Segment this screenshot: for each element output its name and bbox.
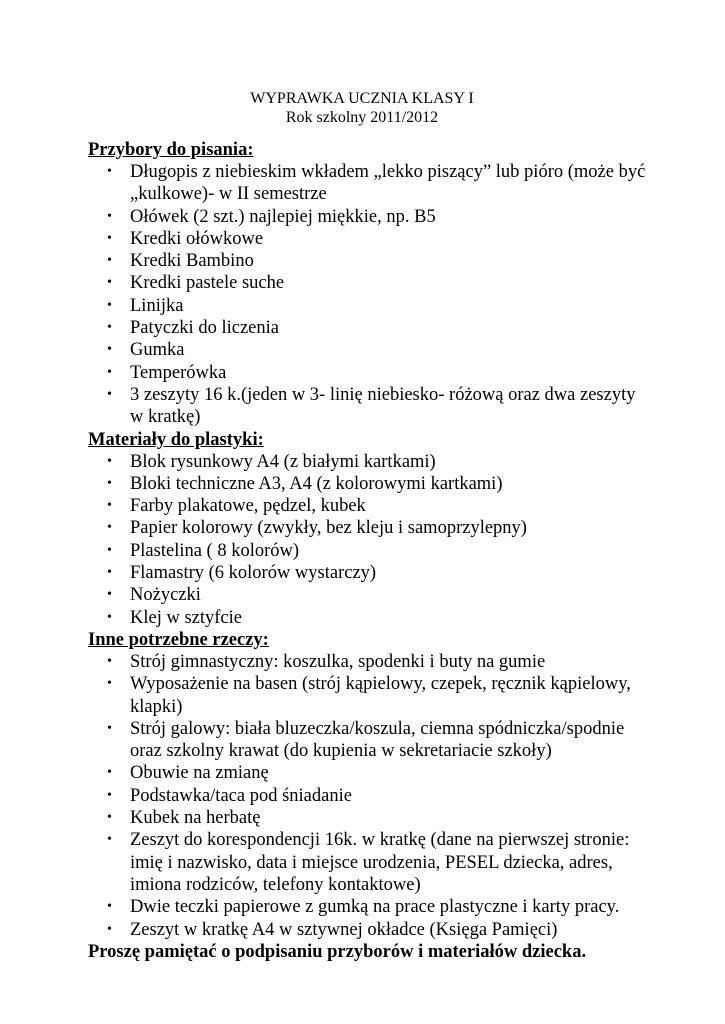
list-item-text: Wyposażenie na basen (strój kąpielowy, czepek, ręcznik kąpielowy, klapki) [130,674,631,717]
list-item [88,206,650,228]
bullet-icon: • [107,921,112,937]
list-item-text: Dwie teczki papierowe z gumką na prace plastyczne i karty pracy. [130,897,620,918]
list-item-text: Bloki techniczne A3, A4 (z kolorowymi kartkami) [130,473,503,494]
list-item-text: Kubek na herbatę [130,808,261,829]
list-item-text: Nożyczki [130,585,201,606]
list-item-text: Kredki ołówkowe [130,228,264,249]
list-item [88,517,650,539]
list-item-text: Podstawka/taca pod śniadanie [130,785,352,806]
document-page [88,89,698,963]
bullet-icon: • [107,386,112,402]
bullet-icon: • [107,475,112,491]
school-year: Rok szkolny 2011/2012 [285,109,439,126]
list-item-text: Klej w sztyfcie [130,607,242,628]
bullet-icon: • [107,787,112,803]
list-item [88,807,650,829]
list-item-text: Gumka [130,340,185,361]
list-item [88,651,650,673]
bullet-icon: • [107,899,112,915]
list-item [88,829,650,896]
list-item [88,228,650,250]
list-item [88,272,650,294]
list-item [88,473,650,495]
bullet-icon: • [107,253,112,269]
section-heading: Materiały do plastyki: [88,429,264,450]
item-list [88,161,698,429]
list-item [88,540,650,562]
list-item-text: Linijka [130,295,184,316]
sections-container [88,139,698,941]
bullet-icon: • [107,520,112,536]
bullet-icon: • [107,565,112,581]
bullet-icon: • [107,653,112,669]
list-item-text: Długopis z niebieskim wkładem „lekko piszący” lub pióro (może być „kulkowe)- w II semestrze [130,162,646,205]
bullet-icon: • [107,320,112,336]
bullet-icon: • [107,208,112,224]
bullet-icon: • [107,587,112,603]
bullet-icon: • [107,498,112,514]
list-item-text: Plastelina ( 8 kolorów) [130,540,300,561]
bullet-icon: • [107,364,112,380]
bullet-icon: • [107,542,112,558]
list-item [88,339,650,361]
list-item [88,161,650,206]
closing-note: Proszę pamiętać o podpisaniu przyborów i materiałów dziecka. [88,941,587,962]
list-item-text: Zeszyt w kratkę A4 w sztywnej okładce (Księga Pamięci) [130,919,558,940]
list-item [88,919,650,941]
list-item-text: Strój galowy: biała bluzeczka/koszula, ciemna spódniczka/spodnie oraz szkolny krawat (do kupienia w sekretariacie szkoły) [130,718,625,762]
bullet-icon: • [107,765,112,781]
bullet-icon: • [107,609,112,625]
list-item [88,317,650,339]
list-item [88,562,650,584]
list-item-text: Farby plakatowe, pędzel, kubek [130,496,366,517]
list-item-text: Zeszyt do korespondencji 16k. w kratkę (dane na pierwszej stronie: imię i nazwisko, data i miejsce urodzenia, PESEL dziecka, adres, imiona rodziców, telefony kontaktowe) [130,830,630,895]
list-item [88,495,650,517]
section-heading: Inne potrzebne rzeczy: [88,629,269,650]
item-list [88,651,698,941]
list-item [88,607,650,629]
bullet-icon: • [107,810,112,826]
bullet-icon: • [107,297,112,313]
bullet-icon: • [107,230,112,246]
list-item-text: 3 zeszyty 16 k.(jeden w 3- linię niebiesko- różową oraz dwa zeszyty w kratkę) [130,384,636,428]
list-item-text: Obuwie na zmianę [130,763,269,784]
list-item [88,673,650,718]
title-block [88,89,636,127]
list-item-text: Kredki pastele suche [130,273,285,294]
list-item-text: Flamastry (6 kolorów wystarczy) [130,563,377,584]
list-item-text: Patyczki do liczenia [130,318,279,339]
list-item-text: Blok rysunkowy A4 (z białymi kartkami) [130,451,436,472]
list-item-text: Kredki Bambino [130,251,254,272]
list-item [88,785,650,807]
list-item-text: Strój gimnastyczny: koszulka, spodenki i buty na gumie [130,651,546,672]
bullet-icon: • [107,832,112,848]
list-item-text: Papier kolorowy (zwykły, bez kleju i samoprzylepny) [130,518,527,539]
list-item [88,718,650,763]
list-item-text: Temperówka [130,362,227,383]
item-list [88,451,698,629]
list-item [88,295,650,317]
list-item [88,362,650,384]
list-item [88,384,650,429]
document-title: WYPRAWKA UCZNIA KLASY I [250,90,474,107]
bullet-icon: • [107,453,112,469]
list-item [88,250,650,272]
list-item [88,451,650,473]
bullet-icon: • [107,720,112,736]
section-heading: Przybory do pisania: [88,140,254,160]
list-item [88,762,650,784]
list-item [88,896,650,918]
list-item-text: Ołówek (2 szt.) najlepiej miękkie, np. B5 [130,206,436,227]
list-item [88,584,650,606]
bullet-icon: • [107,275,112,291]
bullet-icon: • [107,164,112,179]
bullet-icon: • [107,342,112,358]
bullet-icon: • [107,676,112,692]
